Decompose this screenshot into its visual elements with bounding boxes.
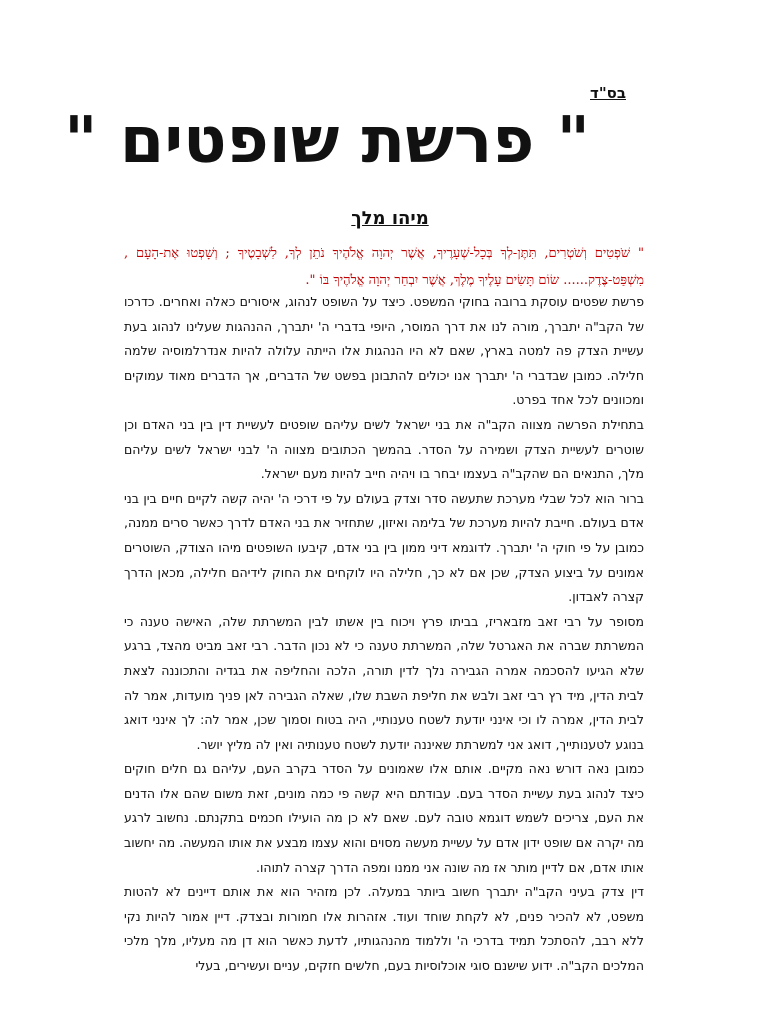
page-subtitle: מיהו מלך	[351, 208, 429, 229]
paragraph: מסופר על רבי זאב מזבאריז, בביתו פרץ ויכוח בין אשתו לבין המשרתת שלה, האישה טענה כי המשרתת שברה את האגרטל שלה, המשרתת טענה כי לא נכון הדבר. רבי זאב מביט מהצד, ברגע שלא הגיעו להסכמה אמרה הגבירה נלך לדין תורה, הלכה והחליפה את בגדיה והתכוננה לצאת לבית הדין, מיד רץ רבי זאב ולבש את חליפת השבת שלו, שאלה הגבירה לאן פניך מועדות, אמר לה לבית הדין, אמרה לו וכי אינני יודעת לשטח טענותיי, היה בטוח וסמוך שכן, אמר לה: לך אינני דואג בנוגע לטענותייך, דואג אני למשרתת שאיננה יודעת לשטח טענותיה ואין לה מליץ יושר.	[124, 613, 644, 752]
paragraph: ברור הוא לכל שבלי מערכת שתעשה סדר וצדק בעולם על פי דרכי ה' יהיה קשה לקיים חיים בין בני אדם בעולם. חייבת להיות מערכת של בלימה ואיזון, שתחזיר את בני האדם לדרך כאשר סרים ממנה, כמובן על פי חוקי ה' יתברך. לדוגמא דיני ממון בין בני אדם, קיבעו השופטים מיהו הצודק, השוטרים אמונים על ביצוע הצדק, שכן אם לא כך, חלילה היו לוקחים את החוק לידיהם חלילה, מכאן הדרך קצרה לאבדון.	[124, 490, 644, 605]
header-mark: בס"ד	[590, 84, 626, 102]
page-title: " פרשת שופטים "	[64, 104, 590, 178]
paragraph: דין צדק בעיני הקב"ה יתברך חשוב ביותר במעלה. לכן מזהיר הוא את אותם דיינים לא להטות משפט, לא להכיר פנים, לא לקחת שוחד ועוד. אזהרות אלו חמורות ובצדק. דיין אמור להיות נקי ללא רבב, להסתכל תמיד בדרכי ה' וללמוד מהנהגותיו, לדעת כאשר הוא דן מה מעליו, מלך מלכי המלכים הקב"ה. ידוע שישנם סוגי אוכלוסיות בעם, חלשים חזקים, עניים ועשירים, בעלי	[124, 884, 644, 974]
paragraph: בתחילת הפרשה מצווה הקב"ה את בני ישראל לשים עליהם שופטים לעשיית דין בין בני האדם וכן שוטרים לעשיית הצדק ושמירה על הסדר. בהמשך הכתובים מצווה ה' לבני ישראל לשים עליהם מלך, התנאים הם שהקב"ה בעצמו יבחר בו ויהיה חייב להיות מעם ישראל.	[124, 416, 644, 482]
paragraph: פרשת שפטים עוסקת ברובה בחוקי המשפט. כיצד על השופט לנהוג, איסורים כאלה ואחרים. כדרכו של הקב"ה יתברך, מורה לנו את דרך המוסר, היופי בדברי ה' יתברך, ההנהגות שעלינו לנהוג בעת עשיית הצדק פה למטה בארץ, שאם לא היו הנהגות אלו הייתה עלולה להיות אנדרלמוסיה שלמה חלילה. כמובן שבדברי ה' יתברך אנו יכולים להתבונן בפשט של הדברים, אך הדברים מאוד עמוקים ומכוונים לכל אחד בפרט.	[124, 294, 644, 408]
paragraph: כמובן נאה דורש נאה מקיים. אותם אלו שאמונים על הסדר בקרב העם, עליהם גם חלים חוקים כיצד לנהוג בעת עשיית הסדר בעם. עבודתם היא קשה פי כמה מונים, זאת משום שהם אלו הדנים את העם, צריכים לשמש דוגמא טובה לעם. שאם לא כן מה הועילו חכמים בתקנתם. נחשוב לרגע מה יקרה אם שופט ידון אדם על עשיית מעשה מסוים והוא עצמו מבצע את אותו המעשה. מה יחשוב אותו אדם, אם לדיין מותר אז מה שונה אני ממנו ומפה הדרך קצרה לתוהו.	[124, 761, 644, 875]
article-body	[124, 290, 644, 979]
torah-quote: " שֹׁפְטִים וְשֹׁטְרִים, תִּתֶּן-לְךָ בְּכָל-שְׁעָרֶיךָ, אֲשֶׁר יְהוָה אֱלֹהֶיךָ נֹתֵן לְךָ, לִשְׁבָטֶיךָ ; וְשָׁפְטוּ אֶת-הָעָם , מִשְׁפַּט-צֶדֶק...... שׂוֹם תָּשִׂים עָלֶיךָ מֶלֶךְ, אֲשֶׁר יִבְחַר יְהוָה אֱלֹהֶיךָ בּוֹ ".	[124, 246, 644, 288]
